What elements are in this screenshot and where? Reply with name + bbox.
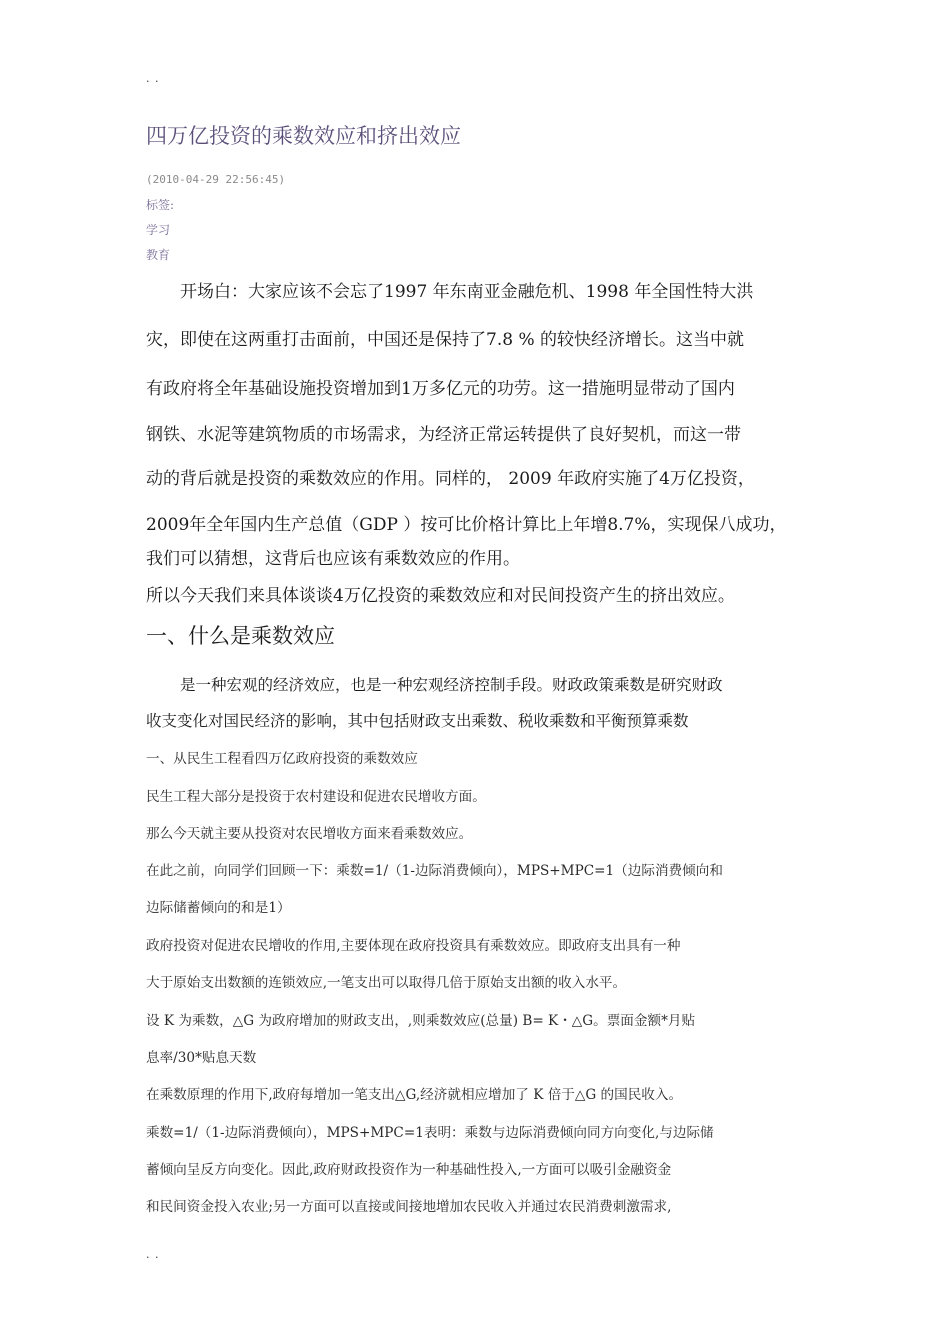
body-line: 在乘数原理的作用下,政府每增加一笔支出△G,经济就相应增加了 K 倍于△G 的国民收入。 xyxy=(146,1087,683,1103)
body-line: 乘数=1/（1-边际消费倾向），MPS+MPC=1表明：乘数与边际消费倾向同方向变化,与边际储 xyxy=(146,1125,714,1141)
intro-line: 我们可以猜想，这背后也应该有乘数效应的作用。 xyxy=(146,549,520,569)
tag-link-study[interactable]: 学习 xyxy=(146,223,171,237)
body-line: 蓄倾向呈反方向变化。因此,政府财政投资作为一种基础性投入,一方面可以吸引金融资金 xyxy=(146,1162,672,1178)
body-line: 设 K 为乘数，△G 为政府增加的财政支出，,则乘数效应(总量) B= K・△G。票面金额*月贴 xyxy=(146,1013,696,1029)
page-mark-bottom: . . xyxy=(146,1248,160,1261)
intro-line: 钢铁、水泥等建筑物质的市场需求，为经济正常运转提供了良好契机，而这一带 xyxy=(146,425,741,445)
tag-link-education[interactable]: 教育 xyxy=(146,248,171,262)
body-line: 和民间资金投入农业;另一方面可以直接或间接地增加农民收入并通过农民消费刺激需求, xyxy=(146,1199,672,1215)
body-line: 在此之前，向同学们回顾一下：乘数=1/（1-边际消费倾向），MPS+MPC=1（边际消费倾向和 xyxy=(146,863,723,879)
section-heading: 一、什么是乘数效应 xyxy=(146,624,335,648)
body-line: 民生工程大部分是投资于农村建设和促进农民增收方面。 xyxy=(146,789,486,805)
intro-line: 开场白：大家应该不会忘了1997 年东南亚金融危机、1998 年全国性特大洪 xyxy=(180,282,754,302)
page-mark-top: . . xyxy=(146,72,160,85)
article-datetime: (2010-04-29 22:56:45) xyxy=(146,173,286,186)
intro-line: 有政府将全年基础设施投资增加到1万多亿元的功劳。这一措施明显带动了国内 xyxy=(146,379,735,399)
intro-line: 灾，即使在这两重打击面前，中国还是保持了7.8 % 的较快经济增长。这当中就 xyxy=(146,330,744,350)
article-title: 四万亿投资的乘数效应和挤出效应 xyxy=(146,124,461,148)
body-line: 息率/30*贴息天数 xyxy=(146,1050,257,1066)
body-line: 大于原始支出数额的连锁效应,一笔支出可以取得几倍于原始支出额的收入水平。 xyxy=(146,975,627,991)
tags-label: 标签: xyxy=(146,198,175,212)
subheading-line: 一、从民生工程看四万亿政府投资的乘数效应 xyxy=(146,751,418,767)
intro-line: 动的背后就是投资的乘数效应的作用。同样的， 2009 年政府实施了4万亿投资， xyxy=(146,469,755,489)
intro-line: 所以今天我们来具体谈谈4万亿投资的乘数效应和对民间投资产生的挤出效应。 xyxy=(146,586,735,606)
body-line: 边际储蓄倾向的和是1） xyxy=(146,900,291,916)
definition-line: 收支变化对国民经济的影响，其中包括财政支出乘数、税收乘数和平衡预算乘数 xyxy=(146,712,689,730)
body-line: 那么今天就主要从投资对农民增收方面来看乘数效应。 xyxy=(146,826,473,842)
definition-line: 是一种宏观的经济效应，也是一种宏观经济控制手段。财政政策乘数是研究财政 xyxy=(180,676,723,694)
intro-line: 2009年全年国内生产总值（GDP ）按可比价格计算比上年增8.7%，实现保八成功， xyxy=(146,515,787,535)
body-line: 政府投资对促进农民增收的作用,主要体现在政府投资具有乘数效应。即政府支出具有一种 xyxy=(146,938,681,954)
